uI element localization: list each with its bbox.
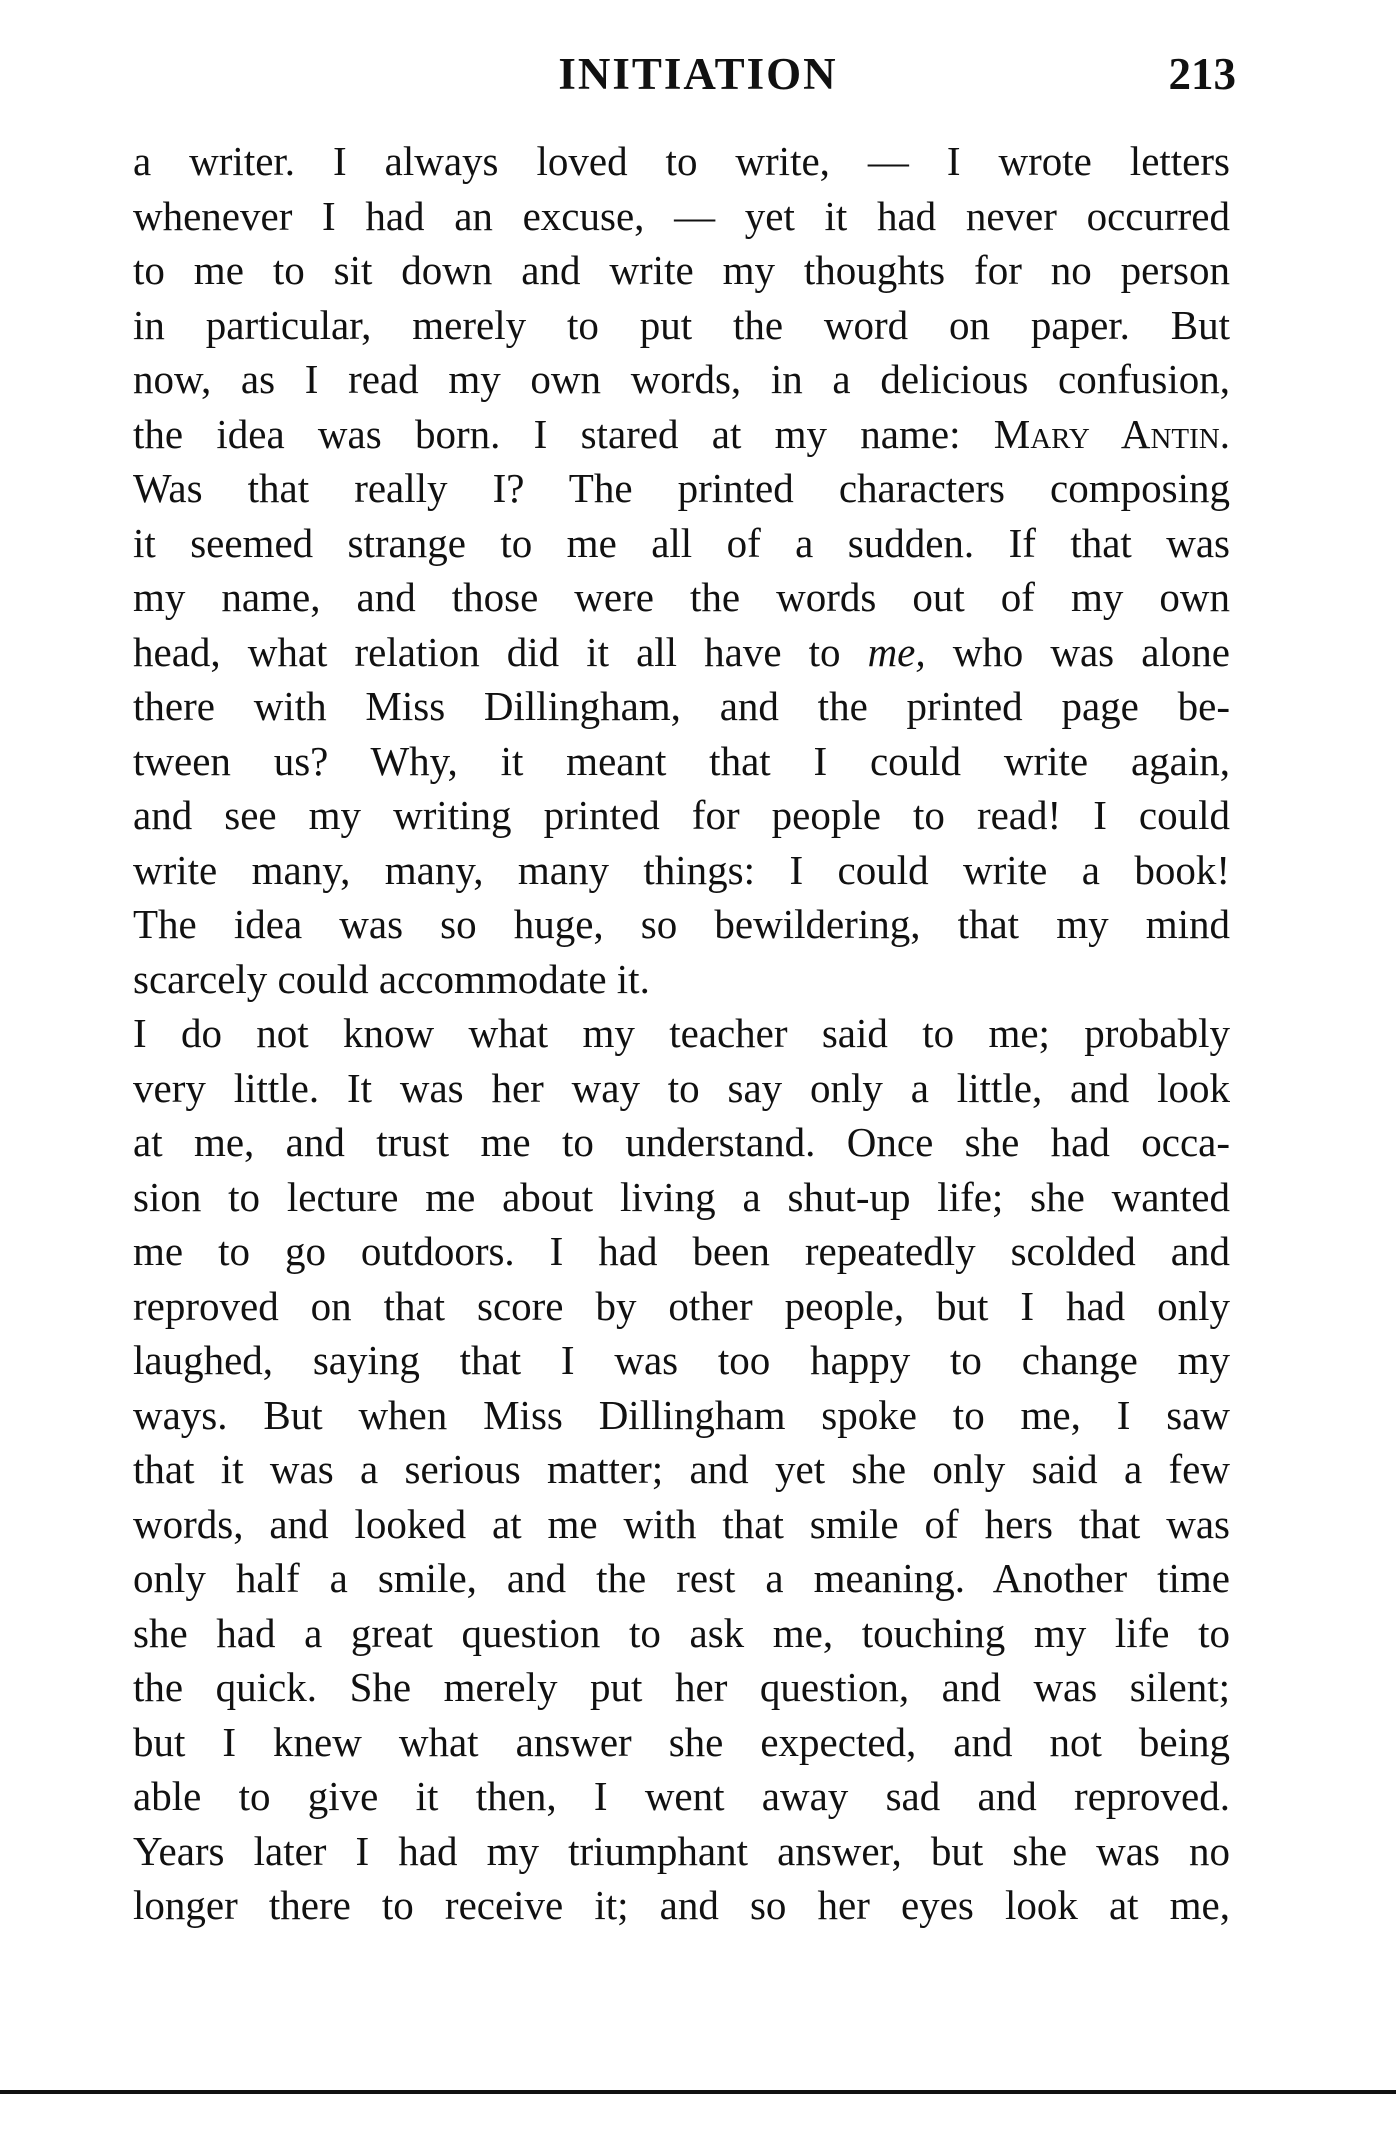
text-line: me to go outdoors. I had been repeatedly scolded and <box>133 1228 1230 1274</box>
text-line <box>133 625 1230 680</box>
text-line: it seemed strange to me all of a sudden. If that was <box>133 519 1230 566</box>
page-header <box>0 48 1396 108</box>
text-line: but I knew what answer she expected, and not being <box>133 1718 1230 1765</box>
author-name: Mary Antin. <box>993 410 1230 457</box>
text-line: tween us? Why, it meant that I could write again, <box>133 737 1230 784</box>
text-line: able to give it then, I went away sad and reproved. <box>133 1773 1230 1819</box>
text-line: longer there to receive it; and so her eyes look at me, <box>133 1882 1230 1928</box>
text-line: she had a great question to ask me, touching my life to <box>133 1609 1230 1656</box>
text-line: Was that really I? The printed characters composing <box>133 465 1230 511</box>
text-line: ways. But when Miss Dillingham spoke to me, I saw <box>133 1391 1230 1438</box>
text-line: words, and looked at me with that smile of hers that was <box>133 1500 1230 1547</box>
text-line: a writer. I always loved to write, — I wrote letters <box>133 138 1230 184</box>
text-line: write many, many, many things: I could write a book! <box>133 846 1230 893</box>
text-body <box>133 134 1230 1933</box>
text-line: that it was a serious matter; and yet she only said a few <box>133 1446 1230 1492</box>
text-line: the quick. She merely put her question, and was silent; <box>133 1664 1230 1710</box>
text-line: and see my writing printed for people to read! I could <box>133 792 1230 838</box>
text-line: scarcely could accommodate it. <box>133 955 650 1002</box>
text-line <box>133 407 1230 462</box>
text-line: laughed, saying that I was too happy to change my <box>133 1337 1230 1383</box>
text-line: reproved on that score by other people, but I had only <box>133 1282 1230 1329</box>
text-line: I do not know what my teacher said to me; probably <box>133 1010 1230 1056</box>
footer-rule <box>0 2090 1396 2094</box>
text-line: there with Miss Dillingham, and the printed page be- <box>133 683 1230 729</box>
text-line-segment: the idea was born. I stared at my name: <box>133 410 994 457</box>
text-line: my name, and those were the words out of my own <box>133 574 1230 620</box>
emphasis-word: me, <box>867 628 926 675</box>
text-line: Years later I had my triumphant answer, but she was no <box>133 1827 1230 1874</box>
text-line: now, as I read my own words, in a delicious confusion, <box>133 356 1230 402</box>
text-line-segment: who was alone <box>925 628 1230 675</box>
text-line: very little. It was her way to say only a little, and look <box>133 1064 1230 1111</box>
text-line-segment: head, what relation did it all have to <box>133 628 868 675</box>
text-line: at me, and trust me to understand. Once she had occa- <box>133 1119 1230 1165</box>
text-line: sion to lecture me about living a shut-up life; she wanted <box>133 1173 1230 1220</box>
paragraph-2 <box>133 1006 1230 1933</box>
text-line: to me to sit down and write my thoughts for no person <box>133 247 1230 293</box>
running-title: INITIATION <box>558 49 838 99</box>
paragraph-1 <box>133 134 1230 1006</box>
text-line: The idea was so huge, so bewildering, that my mind <box>133 901 1230 947</box>
text-line: whenever I had an excuse, — yet it had never occurred <box>133 192 1230 239</box>
text-line: in particular, merely to put the word on paper. But <box>133 301 1230 348</box>
page-number: 213 <box>1168 49 1236 99</box>
text-line: only half a smile, and the rest a meaning. Another time <box>133 1555 1230 1601</box>
